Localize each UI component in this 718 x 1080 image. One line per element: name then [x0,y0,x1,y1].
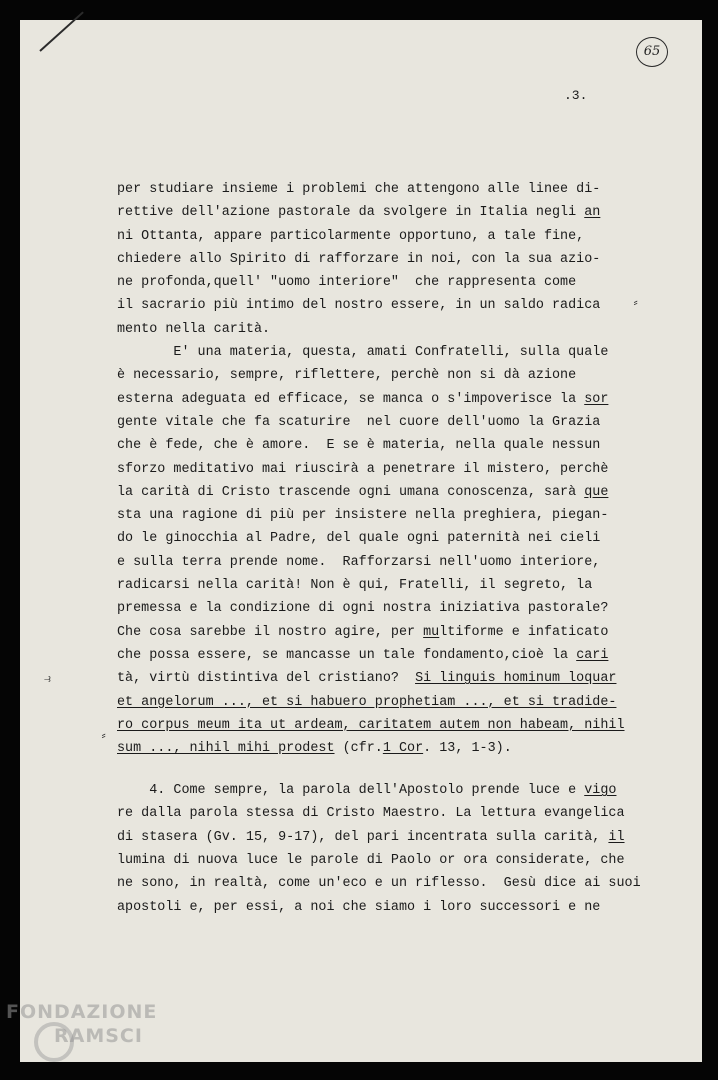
line-text: (cfr. [334,741,383,757]
underlined-text: ro corpus meum ita ut ardeam, caritatem autem non habeam, nihil [117,717,625,733]
text-line [117,667,657,690]
text-line [117,896,657,919]
watermark-logo [6,1000,157,1048]
text-line [117,434,657,457]
text-line [117,504,657,527]
text-line [117,411,657,434]
underlined-text: sum ..., nihil mihi prodest [117,741,335,757]
text-line [117,481,657,504]
margin-mark: ⸗ [632,296,640,310]
margin-mark: ⸗ [100,729,108,743]
underlined-text: mu [423,624,440,640]
line-text: chiedere allo Spirito di rafforzare in noi, con la sua azio- [117,251,601,267]
line-text: Che cosa sarebbe il nostro agire, per [117,624,424,640]
text-line [117,341,657,364]
line-text: sta una ragione di più per insistere nella preghiera, piegan- [117,508,609,524]
line-text: ne sono, in realtà, come un'eco e un riflesso. Gesù dice ai suoi [117,876,641,892]
line-text: ni Ottanta, appare particolarmente opportuno, a tale fine, [117,228,585,244]
line-text: il sacrario più intimo del nostro essere, in un saldo radica [117,298,601,314]
line-text: per studiare insieme i problemi che attengono alle linee di- [117,182,601,197]
line-text: rettive dell'azione pastorale da svolgere in Italia negli [117,205,585,221]
text-line [117,597,657,620]
line-text: ne profonda,quell' "uomo interiore" che rappresenta come [117,275,577,291]
underlined-text: et angelorum ..., et si habuero prophetiam ..., et si tradide- [117,694,617,710]
underlined-text: il [608,829,625,845]
line-text: . 13, 1-3). [423,741,512,757]
text-line [117,294,657,317]
text-line [117,849,657,872]
underlined-text: 1 Cor [382,741,424,757]
line-text: che possa essere, se mancasse un tale fondamento,cioè la [117,647,577,663]
text-line [117,551,657,574]
text-line [117,691,657,714]
text-line [117,621,657,644]
text-line [117,872,657,895]
page-number: .3. [564,88,588,103]
watermark-line-2: RAMSCI [54,1025,143,1047]
text-line [117,574,657,597]
text-line [117,714,657,737]
text-line [117,826,657,849]
line-text: lumina di nuova luce le parole di Paolo or ora considerate, che [117,853,625,869]
underlined-text: sor [584,391,609,407]
line-text: di stasera (Gv. 15, 9-17), del pari incentrata sulla carità, [117,829,609,845]
line-text: esterna adeguata ed efficace, se manca o s'impoverisce la [117,391,585,407]
line-text: gente vitale che fa scaturire nel cuore dell'uomo la Grazia [117,414,601,430]
underlined-text: an [584,205,601,221]
line-text: apostoli e, per essi, a noi che siamo i loro successori e ne [117,899,601,915]
line-text: la carità di Cristo trascende ogni umana conoscenza, sarà [117,484,585,500]
line-text: è necessario, sempre, riflettere, perchè non si dà azione [117,368,577,384]
line-text: ltiforme e infaticato [439,624,609,640]
text-line [117,201,657,224]
line-text: sforzo meditativo mai riuscirà a penetrare il mistero, perchè [117,461,609,477]
text-line [117,388,657,411]
text-line [117,760,657,802]
text-line [117,802,657,825]
text-line [117,225,657,248]
text-line [117,458,657,481]
folio-number: 65 [636,37,668,67]
watermark-line-1: FONDAZIONE [6,1001,158,1023]
document-body [117,178,657,919]
line-text: e sulla terra prende nome. Rafforzarsi nell'uomo interiore, [117,554,601,570]
text-line [117,644,657,667]
text-line [117,248,657,271]
margin-mark: ⥽ [44,672,51,686]
line-text: mento nella carità. [117,321,271,337]
line-text: E' una materia, questa, amati Confratelli, sulla quale [117,345,609,361]
line-text: tà, virtù distintiva del cristiano? [117,671,416,687]
text-line [117,318,657,341]
line-text: che è fede, che è amore. E se è materia, nella quale nessun [117,438,601,454]
text-line [117,364,657,387]
underlined-text: cari [576,647,609,663]
text-line [117,271,657,294]
line-text: 4. Come sempre, la parola dell'Apostolo prende luce e [117,783,585,799]
underlined-text: que [584,484,609,500]
line-text: do le ginocchia al Padre, del quale ogni paternità nei cieli [117,531,601,547]
line-text: radicarsi nella carità! Non è qui, Fratelli, il segreto, la [117,578,593,594]
line-text: re dalla parola stessa di Cristo Maestro. La lettura evangelica [117,806,625,822]
line-text: premessa e la condizione di ogni nostra iniziativa pastorale? [117,601,609,617]
underlined-text: Si linguis hominum loquar [415,671,617,687]
text-line [117,737,657,760]
text-line [117,527,657,550]
underlined-text: vigo [584,783,617,799]
text-line [117,178,657,201]
